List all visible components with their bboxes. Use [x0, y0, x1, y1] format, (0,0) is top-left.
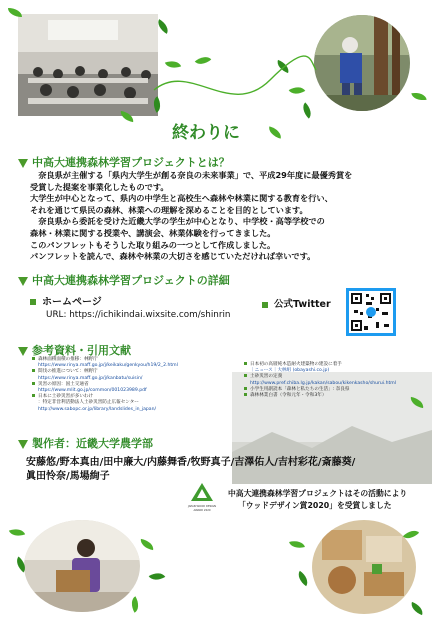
section-heading-producers-text: 製作者：近畿大学農学部 [32, 437, 153, 450]
twitter-label-text: 公式Twitter [274, 299, 331, 310]
section-heading-details [18, 272, 230, 288]
bullet-icon [244, 393, 247, 396]
producer-names [26, 456, 355, 484]
forest-worker-photo [314, 15, 410, 111]
homepage-label [30, 293, 102, 308]
reference-text: 森林面積面積の推移：林野庁 [38, 357, 98, 362]
triangle-icon [18, 277, 28, 286]
section-heading-producers [18, 435, 153, 451]
leaf-decoration [8, 8, 22, 17]
reference-url-link[interactable]: https://www.rinya.maff.go.jp/j/kanbatu/suisin/ [38, 375, 143, 381]
about-line: パンフレットを読んで、森林や林業の大切さを感じていただければ幸いです。 [30, 251, 316, 262]
vine-decoration [150, 40, 320, 130]
square-bullet-icon [262, 302, 268, 308]
award-logo-text: AWARD 2020 [193, 509, 211, 512]
about-line: このパンフレットもそうした取り組みの一つとして作成しました。 [30, 239, 276, 250]
reference-text: 土砂災害の定義 [250, 374, 283, 380]
classroom-photo [18, 14, 158, 116]
leaf-decoration [289, 538, 305, 550]
reference-item [244, 393, 396, 399]
reference-text: 日本初の高層純木造耐火建築物の建設に着手 [250, 362, 342, 367]
leaf-decoration [411, 91, 426, 102]
bullet-icon [32, 382, 35, 385]
twitter-qr-code[interactable] [346, 288, 396, 336]
leaf-decoration [9, 526, 25, 539]
homepage-url-link[interactable]: URL: https://ichikindai.wixsite.com/shinrin [46, 310, 231, 320]
bullet-icon [32, 394, 35, 397]
reference-text: 日本に土砂災害が多いわけ [38, 394, 94, 400]
square-bullet-icon [30, 299, 36, 305]
award-logo-text: JAPAN WOOD DESIGN [188, 505, 216, 508]
about-line: それを通じて県民の森林、林業への理解を深めることを目的としています。 [30, 204, 308, 215]
about-line: 受賞した提案を事業化したものです。 [30, 181, 169, 192]
bullet-icon [32, 369, 35, 372]
bullet-icon [244, 374, 247, 377]
wood-design-award-logo [186, 483, 218, 517]
page-title: 終わりに [172, 123, 240, 143]
reference-url-link[interactable]: http://www.sabopc.or.jp/library/landslides_in_japan/ [38, 406, 157, 412]
reference-list-right [244, 362, 396, 399]
section-heading-references-text: 参考資料・引用文献 [32, 344, 131, 357]
leaf-decoration [128, 596, 143, 613]
award-line: 中高大連携森林学習プロジェクトはその活動により [228, 489, 408, 498]
about-line: 奈良県が主催する「県内大学生が創る奈良の未来事業」で、平成29年度に最優秀賞を [30, 170, 353, 180]
triangle-icon [18, 159, 28, 168]
reference-text: 森林林業白書（令和元年・令和3年） [250, 393, 327, 399]
leaf-decoration [295, 571, 312, 586]
about-line: 大学生が中心となって、県内の中学生と高校生へ森林や林業に関する教育を行い、 [30, 193, 333, 204]
award-message [228, 488, 407, 512]
wood-craft-photo [312, 520, 416, 614]
reference-url-link[interactable]: https://www.rinya.maff.go.jp/j/keikaku/genkyou/h19/2_2.html [38, 363, 178, 369]
bullet-icon [244, 387, 247, 390]
triangle-icon [18, 440, 28, 449]
section-heading-about [18, 154, 230, 170]
reference-url-link[interactable]: ｜ニュース｜大林組 (obayashi.co.jp) [250, 368, 330, 374]
reference-list-left [32, 357, 178, 413]
reference-item[interactable] [32, 407, 178, 413]
section-heading-details-text: 中高大連携森林学習プロジェクトの詳細 [32, 274, 230, 287]
about-line: 奈良県から委託を受けた近畿大学の学生が中心となり、中学校・高等学校での [30, 216, 325, 227]
producer-names-line: 眞田怜奈/馬場絢子 [26, 471, 110, 482]
reference-url-link[interactable]: https://www.mlit.go.jp/common/001023989.pdf [38, 388, 147, 394]
bullet-icon [244, 362, 247, 365]
lecturer-photo [24, 520, 140, 612]
section-heading-references [18, 342, 131, 358]
about-line: 森林・林業に関する授業や、講演会、林業体験を行ってきました。 [30, 227, 276, 238]
reference-text: 災害の原因：国土交通省 [38, 381, 89, 387]
triangle-icon [18, 347, 28, 356]
award-triangle-icon [191, 483, 213, 501]
section-heading-about-text: 中高大連携森林学習プロジェクトとは？ [32, 156, 230, 169]
twitter-label [262, 296, 331, 310]
bullet-icon [32, 357, 35, 360]
award-line: 「ウッドデザイン賞2020」を受賞しました [238, 501, 392, 510]
reference-url-link[interactable]: http://www.pref.chiba.lg.jp/kakan/sabou/kikenkasho/shurui.html [250, 380, 397, 386]
about-paragraph [30, 170, 352, 263]
producer-names-line: 安藤悠/野本真由/田中廉大/内藤舞香/牧野真子/吉澤佑人/吉村彩花/斎藤葵/ [26, 457, 356, 468]
reference-text: ：特定非営利活動法人土砂災害防止広報センター [38, 400, 139, 406]
reference-text: 間伐の推進について：林野庁 [38, 369, 98, 375]
homepage-label-text: ホームページ [42, 297, 102, 308]
reference-text: 小学生用副読本「森林と私たちの生活」: 奈良県 [250, 386, 350, 392]
leaf-decoration [409, 602, 425, 615]
leaf-decoration [149, 569, 166, 584]
leaf-decoration [139, 539, 154, 550]
